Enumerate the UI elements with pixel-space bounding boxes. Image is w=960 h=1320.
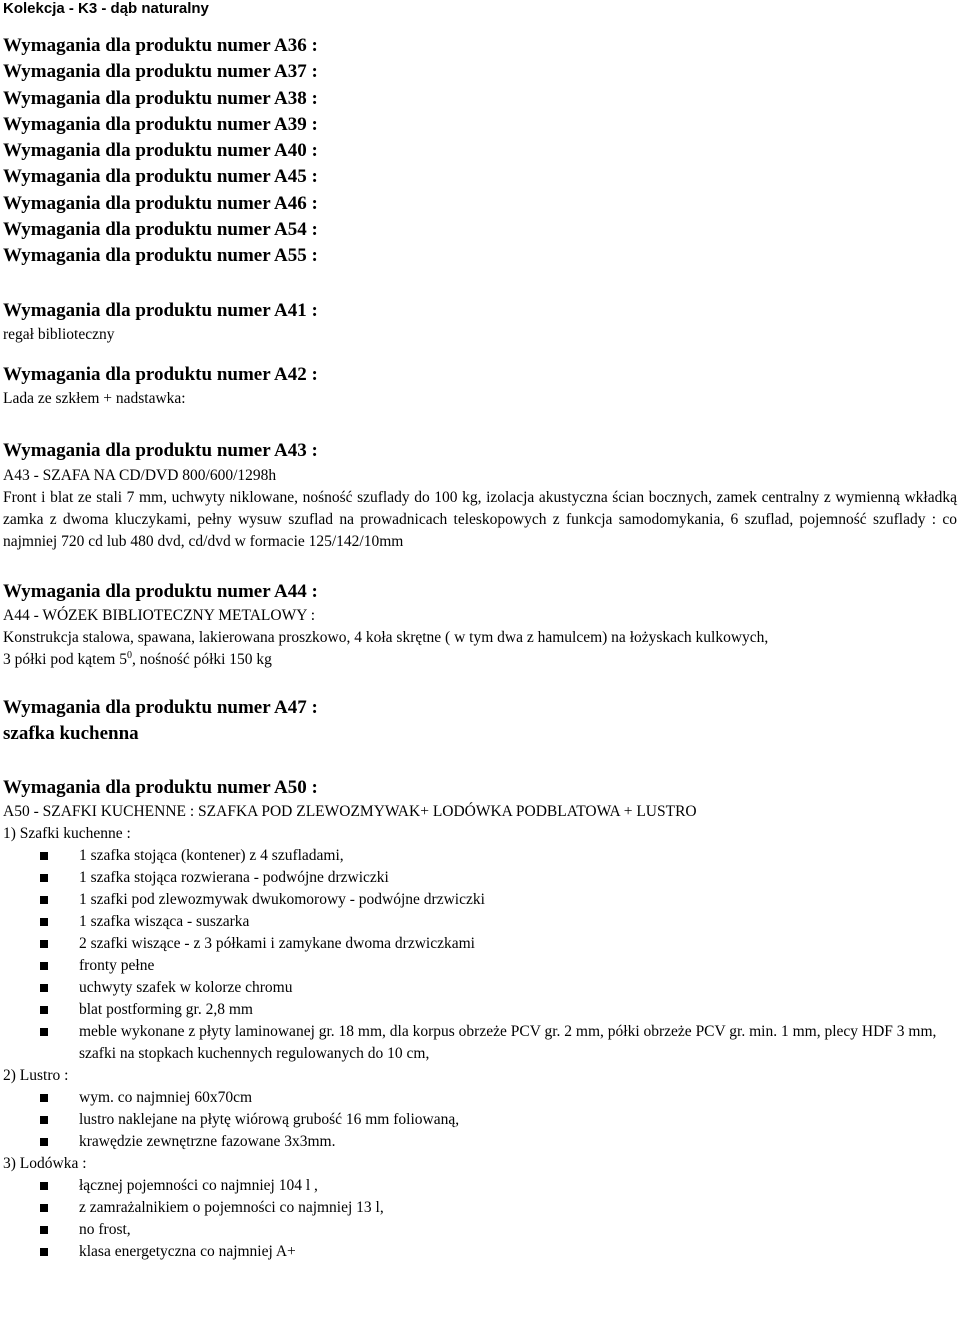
list-item: meble wykonane z płyty laminowanej gr. 18 mm, dla korpus obrzeże PCV gr. 2 mm, półki obrzeże PCV gr. min. 1 mm, plecy HDF 3 mm, szafki na stopkach kuchennych regulowanych do 10 cm, <box>3 1021 957 1065</box>
list-item: z zamrażalnikiem o pojemności co najmniej 13 l, <box>3 1197 957 1219</box>
square-bullet-icon <box>40 1138 48 1146</box>
square-bullet-icon <box>40 1226 48 1234</box>
a44-degree-sup: 0 <box>127 649 132 661</box>
section-title-mirror: 2) Lustro : <box>3 1067 69 1085</box>
section-title-fridge: 3) Lodówka : <box>3 1155 87 1173</box>
square-bullet-icon <box>40 1204 48 1212</box>
list-item: klasa energetyczna co najmniej A+ <box>3 1241 957 1263</box>
list-item: wym. co najmniej 60x70cm <box>3 1087 957 1109</box>
square-bullet-icon <box>40 1182 48 1190</box>
a42-heading: Wymagania dla produktu numer A42 : <box>3 363 318 385</box>
square-bullet-icon <box>40 1248 48 1256</box>
a42-text: Lada ze szkłem + nadstawka: <box>3 390 186 408</box>
a44-line-2 <box>3 649 957 671</box>
a43-description: Front i blat ze stali 7 mm, uchwyty niklowane, nośność szuflady do 100 kg, izolacja akustyczna ścian bocznych, zamek centralny z wymienną wkładką zamka z dwoma kluczykami, pełny wysuw szuflad na prowadnicach teleskopowych z funkcja samodomykania, 6 szuflad, pojemność szuflady : co najmniej 720 cd lub 480 dvd, cd/dvd w formacie 125/142/10mm <box>3 488 957 550</box>
list-item: lustro naklejane na płytę wiórową grubość 16 mm foliowaną, <box>3 1109 957 1131</box>
document-page <box>3 0 957 1263</box>
square-bullet-icon <box>40 962 48 970</box>
mirror-list <box>3 1087 957 1153</box>
cabinets-list <box>3 845 957 1065</box>
requirement-heading: Wymagania dla produktu numer A40 : <box>3 140 318 162</box>
a47-text: szafka kuchenna <box>3 723 139 745</box>
a50-subtitle: A50 - SZAFKI KUCHENNE : SZAFKA POD ZLEWOZMYWAK+ LODÓWKA PODBLATOWA + LUSTRO <box>3 803 697 821</box>
requirement-heading: Wymagania dla produktu numer A54 : <box>3 219 318 241</box>
list-item: krawędzie zewnętrzne fazowane 3x3mm. <box>3 1131 957 1153</box>
document-title: Kolekcja - K3 - dąb naturalny <box>3 0 209 17</box>
a44-heading: Wymagania dla produktu numer A44 : <box>3 580 318 602</box>
list-item: no frost, <box>3 1219 957 1241</box>
a43-subtitle: A43 - SZAFA NA CD/DVD 800/600/1298h <box>3 466 277 484</box>
a47-heading: Wymagania dla produktu numer A47 : <box>3 696 318 718</box>
a41-heading: Wymagania dla produktu numer A41 : <box>3 299 318 321</box>
square-bullet-icon <box>40 874 48 882</box>
square-bullet-icon <box>40 1028 48 1036</box>
a41-text: regał biblioteczny <box>3 325 115 343</box>
square-bullet-icon <box>40 984 48 992</box>
list-item: 1 szafka stojąca (kontener) z 4 szufladami, <box>3 845 957 867</box>
a50-heading: Wymagania dla produktu numer A50 : <box>3 777 318 799</box>
list-item: 1 szafka wisząca - suszarka <box>3 911 957 933</box>
requirement-heading: Wymagania dla produktu numer A38 : <box>3 87 318 109</box>
requirement-heading: Wymagania dla produktu numer A36 : <box>3 35 318 56</box>
list-item: 1 szafki pod zlewozmywak dwukomorowy - podwójne drzwiczki <box>3 889 957 911</box>
square-bullet-icon <box>40 896 48 904</box>
square-bullet-icon <box>40 940 48 948</box>
requirement-heading: Wymagania dla produktu numer A45 : <box>3 166 318 188</box>
square-bullet-icon <box>40 1006 48 1014</box>
requirements-list <box>3 33 957 270</box>
list-item: uchwyty szafek w kolorze chromu <box>3 977 957 999</box>
list-item: blat postforming gr. 2,8 mm <box>3 999 957 1021</box>
square-bullet-icon <box>40 918 48 926</box>
fridge-list <box>3 1175 957 1263</box>
list-item: 2 szafki wiszące - z 3 półkami i zamykane dwoma drzwiczkami <box>3 933 957 955</box>
list-item: łącznej pojemności co najmniej 104 l , <box>3 1175 957 1197</box>
square-bullet-icon <box>40 1094 48 1102</box>
a43-heading: Wymagania dla produktu numer A43 : <box>3 440 318 462</box>
list-item: fronty pełne <box>3 955 957 977</box>
a44-line-2-pre: 3 półki pod kątem 5 <box>3 650 127 668</box>
a44-line-2-post: , nośność półki 150 kg <box>132 650 272 668</box>
square-bullet-icon <box>40 852 48 860</box>
section-title-cabinets: 1) Szafki kuchenne : <box>3 825 131 843</box>
a44-line-1: Konstrukcja stalowa, spawana, lakierowana proszkowo, 4 koła skrętne ( w tym dwa z hamulcem) na łożyskach kulkowych, <box>3 628 769 646</box>
square-bullet-icon <box>40 1116 48 1124</box>
requirement-heading: Wymagania dla produktu numer A46 : <box>3 192 318 214</box>
requirement-heading: Wymagania dla produktu numer A37 : <box>3 61 318 83</box>
requirement-heading: Wymagania dla produktu numer A55 : <box>3 245 318 267</box>
list-item: 1 szafka stojąca rozwierana - podwójne drzwiczki <box>3 867 957 889</box>
requirement-heading: Wymagania dla produktu numer A39 : <box>3 113 318 135</box>
a44-subtitle: A44 - WÓZEK BIBLIOTECZNY METALOWY : <box>3 606 316 624</box>
